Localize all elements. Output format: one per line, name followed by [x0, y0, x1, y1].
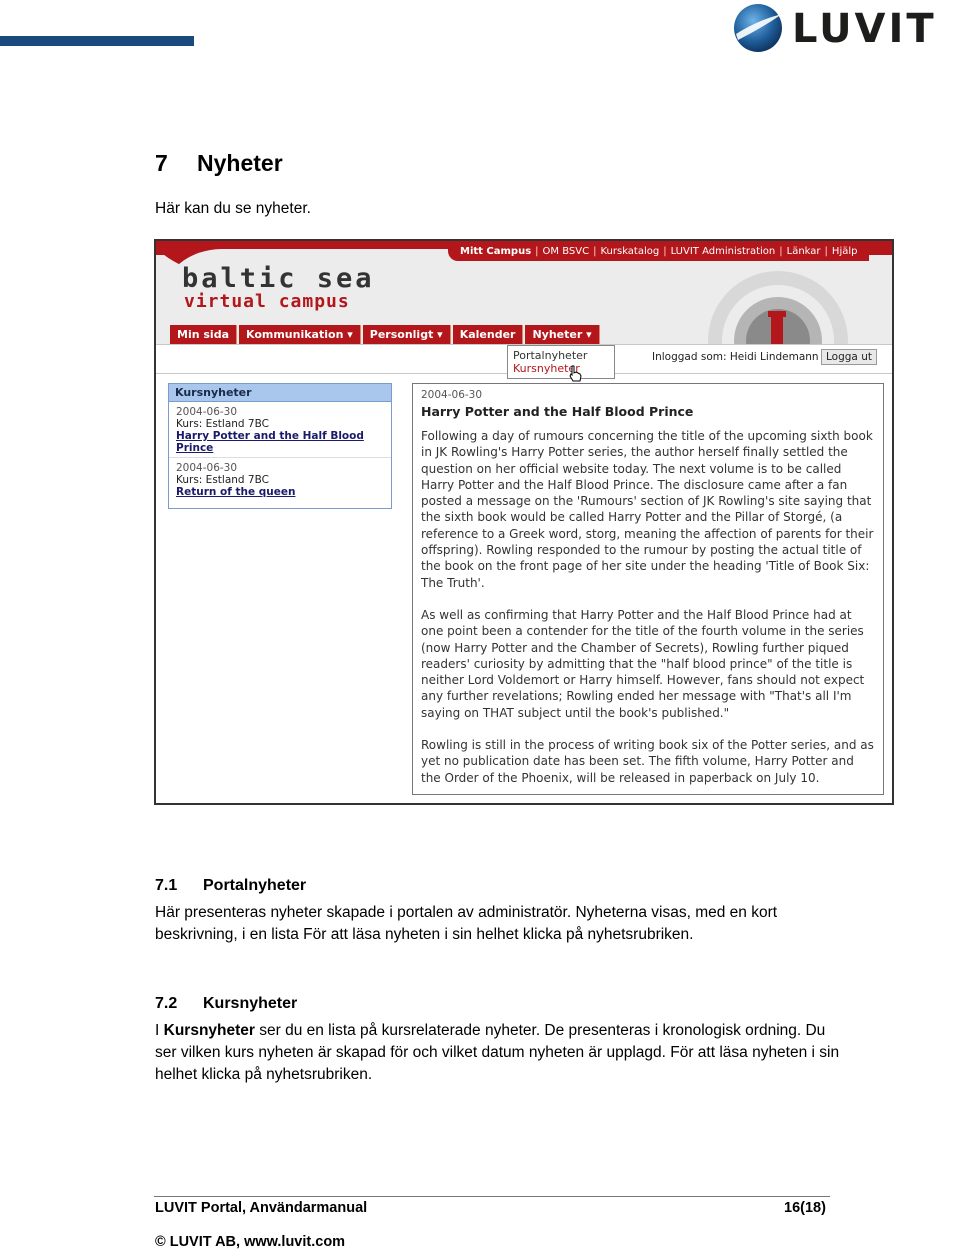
footer-divider — [154, 1196, 830, 1197]
menu-personligt[interactable]: Personligt ▾ — [363, 325, 451, 344]
header-accent-bar — [0, 36, 194, 46]
chapter-intro: Här kan du se nyheter. — [155, 200, 311, 217]
section-title: Portalnyheter — [203, 877, 307, 894]
chapter-title: Nyheter — [197, 150, 283, 176]
news-article — [412, 383, 884, 795]
top-nav-luvit-admin[interactable]: LUVIT Administration — [670, 246, 776, 257]
section-number: 7.2 — [155, 995, 178, 1012]
dropdown-kursnyheter[interactable]: Kursnyheter — [513, 362, 580, 375]
nyheter-dropdown — [507, 345, 615, 379]
top-nav: Mitt Campus | OM BSVC | Kurskatalog | LUVIT Administration | Länkar | Hjälp — [448, 243, 869, 261]
copyright: © LUVIT AB, www.luvit.com — [155, 1234, 346, 1250]
section-text-72: I Kursnyheter ser du en lista på kursrelaterade nyheter. De presenteras i kronologisk ordning. Du ser vilken kurs nyheten är skapad för och vilket datum nyheten är upplagd. För att läsa nyheten i sin helhet klicka på nyhetsrubriken. — [155, 1022, 840, 1083]
hand-cursor-icon — [568, 365, 582, 383]
section-heading-71 — [155, 877, 306, 895]
top-nav-lankar[interactable]: Länkar — [786, 246, 821, 257]
brand-virtual-campus: virtual campus — [184, 291, 350, 312]
news-date: 2004-06-30 — [176, 462, 238, 474]
top-nav-kurskatalog[interactable]: Kurskatalog — [600, 246, 660, 257]
article-paragraph: Rowling is still in the process of writing book six of the Potter series, and as yet no publication date has been set. The fifth volume, Harry Potter and the Order of the Phoenix, will be released in paperback on July 10. — [421, 738, 874, 785]
news-course: Kurs: Estland 7BC — [176, 474, 269, 486]
campus-screenshot — [154, 239, 894, 805]
dropdown-portalnyheter[interactable]: Portalnyheter — [513, 349, 588, 362]
top-nav-mitt-campus[interactable]: Mitt Campus — [460, 246, 532, 257]
luvit-logo — [728, 0, 960, 56]
menu-nyheter[interactable]: Nyheter ▾ — [525, 325, 599, 344]
section-text-71: Här presenteras nyheter skapade i portalen av administratör. Nyheterna visas, med en kort beskrivning, i en lista För att läsa nyheten i sin helhet klicka på nyhetsrubriken. — [155, 904, 778, 943]
campus-header — [156, 241, 892, 345]
article-paragraph: Following a day of rumours concerning the title of the upcoming sixth book in JK Rowling's Harry Potter series, the author herself finally settled the question on her official website today. The next volume is to be called Harry Potter and the Half Blood Prince. The disclosure came after a fan posted a message on the 'Rumours' section of JK Rowling's site saying that the sixth book would be called Harry Potter and the Pillar of Storgé, (a reference to a Greek word, storg, meaning the affection of parents for their offspring). Rowling responded to the rumour by posting the actual title of the book on the front page of her site under the heading 'Title of Book Six: The Truth'. — [421, 429, 874, 590]
top-nav-om-bsvc[interactable]: OM BSVC — [542, 246, 590, 257]
bold-term: Kursnyheter — [163, 1022, 255, 1039]
page-number: 16(18) — [784, 1200, 826, 1216]
news-link[interactable]: Harry Potter and the Half Blood Prince — [176, 430, 364, 454]
kursnyheter-panel-title: Kursnyheter — [169, 384, 391, 402]
menu-kalender[interactable]: Kalender — [453, 325, 524, 344]
list-item — [169, 457, 391, 498]
logged-in-label: Inloggad som: Heidi Lindemann — [652, 351, 819, 363]
news-date: 2004-06-30 — [176, 406, 238, 418]
main-menu — [170, 325, 602, 344]
logo-text: LUVIT — [792, 6, 937, 52]
brand-baltic-sea: baltic sea — [182, 263, 375, 294]
list-item — [169, 402, 391, 454]
chapter-heading — [155, 150, 283, 177]
article-date: 2004-06-30 — [421, 389, 483, 401]
article-paragraph: As well as confirming that Harry Potter and the Half Blood Prince had at one point been a contender for the title of the fourth volume in the series (now Harry Potter and the Chamber of Secrets), Rowling further piqued readers' curiosity by admitting that the "half blood prince" of the title is neither Lord Voldemort or Harry himself. However, fans should not expect any further revelations; Rowling ended her message with "That's all I'm saying on THAT subject until the book's published." — [421, 607, 865, 720]
menu-min-sida[interactable]: Min sida — [170, 325, 237, 344]
kursnyheter-panel — [168, 383, 392, 509]
news-course: Kurs: Estland 7BC — [176, 418, 269, 430]
article-title: Harry Potter and the Half Blood Prince — [421, 404, 694, 419]
news-link[interactable]: Return of the queen — [176, 486, 296, 498]
chapter-number: 7 — [155, 150, 168, 176]
globe-icon — [728, 0, 788, 56]
logout-button[interactable]: Logga ut — [821, 349, 877, 365]
section-number: 7.1 — [155, 877, 178, 894]
top-nav-hjalp[interactable]: Hjälp — [831, 246, 858, 257]
section-title: Kursnyheter — [203, 995, 298, 1012]
footer-title: LUVIT Portal, Användarmanual — [155, 1200, 368, 1216]
menu-kommunikation[interactable]: Kommunikation ▾ — [239, 325, 361, 344]
section-heading-72 — [155, 995, 297, 1013]
